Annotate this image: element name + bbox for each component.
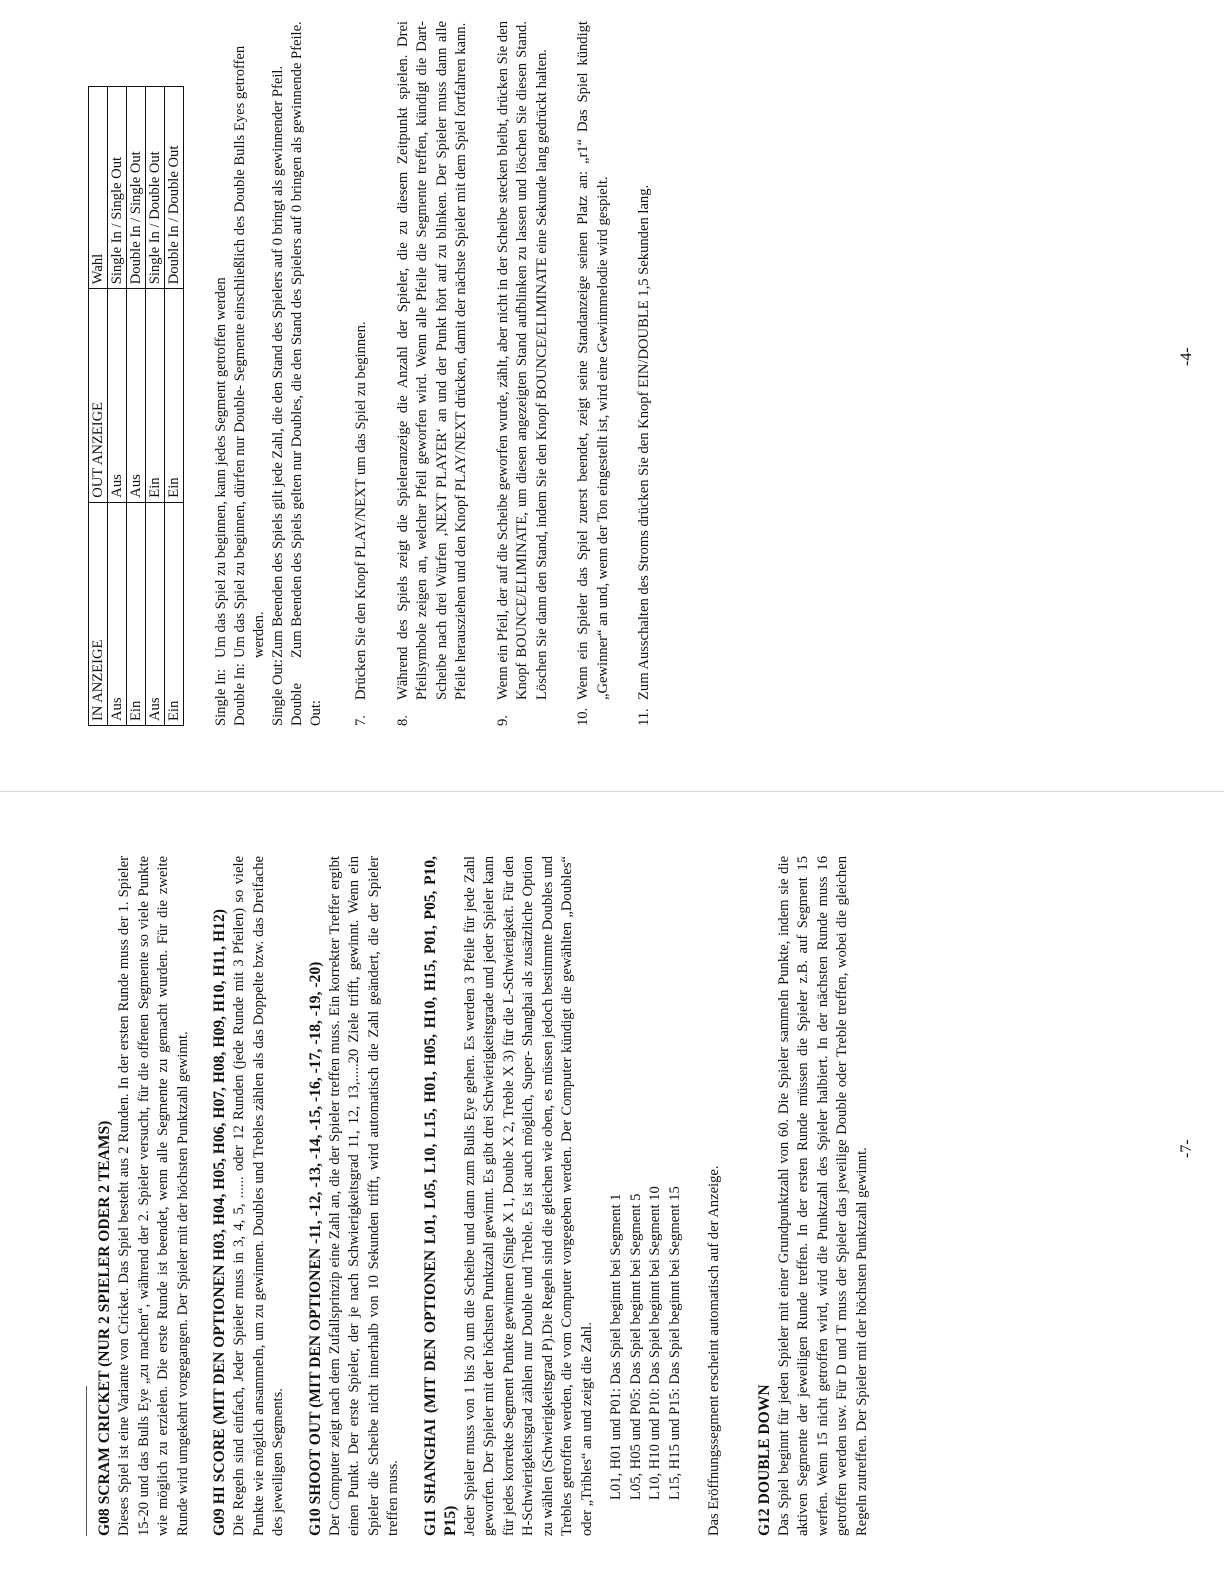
step-text: Drücken Sie den Knopf PLAY/NEXT um das Spiel zu beginnen. [353, 321, 369, 700]
definition-text: Zum Beenden des Spiels gelten nur Doubles, die den Stand des Spielers auf 0 bringen als gewinnende Pfeile. [289, 21, 305, 658]
table-header-cell: Wahl [89, 87, 108, 289]
definition-double-out [288, 21, 326, 726]
definition-text: Um das Spiel zu beginnen, dürfen nur Double- Segmente einschließlich des Double Bulls Eyes getroffen werden. [232, 45, 267, 658]
right-page [88, 21, 677, 726]
table-cell: Aus [108, 502, 127, 725]
table-header-cell: OUT ANZEIGE [89, 289, 108, 502]
definition-text: Zum Beenden des Spiels gilt jede Zahl, die den Stand des Spielers auf 0 bringt als gewinnender Pfeil. [270, 65, 286, 658]
g12-heading: G12 DOUBLE DOWN [755, 1384, 773, 1536]
g08-text: Dieses Spiel ist eine Variante von Cricket. Das Spiel besteht aus 2 Runden. In der ersten Runde muss der 1. Spieler 15-20 und das Bulls Eye „zu machen“, während der 2. Spieler versucht, für die offenen Segmente so viele Punkte wie möglich zu erzielen. Die erste Runde ist beendet, wenn alle Segmente zu gemacht wurden. Für die zweite Runde wird umgekehrt vorgegangen. Der Spieler mit der höchsten Punktzahl gewinnt. [116, 856, 191, 1536]
g11-start-list [607, 856, 685, 1536]
definition-term: Double In: [232, 663, 248, 726]
top-rule [86, 1386, 87, 1536]
table-cell: Ein [146, 289, 165, 502]
table-row [146, 87, 165, 726]
step-number: 8. [394, 715, 411, 726]
step-text: Zum Ausschalten des Stroms drücken Sie den Knopf EIN/DOUBLE 1,5 Sekunden lang. [636, 184, 652, 700]
g08-heading: G08 SCRAM CRICKET (NUR 2 SPIELER ODER 2 TEAMS) [96, 1120, 113, 1536]
step-number: 10. [575, 707, 591, 726]
numbered-steps [352, 21, 655, 726]
table-header-row [89, 87, 108, 726]
table-cell: Ein [165, 502, 184, 725]
page-number-right: -4- [1178, 347, 1195, 366]
step-number: 9. [494, 715, 511, 726]
step-11 [635, 21, 655, 726]
list-item: L05, H05 und P05: Das Spiel beginnt bei Segment 5 [627, 1193, 644, 1500]
step-text: Wenn ein Spieler das Spiel zuerst beendet, zeigt seine Standanzeige seinen Platz an: „r1“ Das Spiel kündigt „Gewinner“ an und, wenn der Ton eingestellt ist, wird eine Gewinnmelodie wird gespielt. [575, 21, 611, 700]
in-out-definitions [212, 21, 326, 726]
table-row [108, 87, 127, 726]
step-text: Während des Spiels zeigt die Spieleranzeige die Anzahl der Spieler, die zu diesem Zeitpunkt spielen. Drei Pfeilsymbole zeigen an, welcher Pfeil geworfen wird. Wenn alle Pfeile die Segmente treffen, kündigt die Dart-Scheibe nach drei Würfen ‚NEXT PLAYER‘ an und der Punkt hört auf zu blinken. Der Spieler muss dann alle Pfeile herausziehen und den Knopf PLAY/NEXT drücken, damit der nächste Spieler mit dem Spiel fortfahren kann. [394, 21, 469, 700]
table-cell: Aus [108, 289, 127, 502]
left-page [95, 856, 872, 1536]
definition-single-in [212, 21, 231, 726]
list-item: L15, H15 und P15: Das Spiel beginnt bei Segment 15 [666, 1186, 683, 1500]
step-number: 7. [353, 715, 369, 726]
table-cell: Double In / Single Out [127, 87, 146, 289]
table-cell: Double In / Double Out [165, 87, 184, 289]
table-row [165, 87, 184, 726]
definition-term: Single In: [213, 668, 229, 726]
definition-text: Um das Spiel zu beginnen, kann jedes Segment getroffen werden [213, 277, 229, 658]
definition-term: Single Out: [270, 659, 286, 726]
list-item: L01, H01 und P01: Das Spiel beginnt bei Segment 1 [608, 1193, 624, 1500]
step-number: 11. [636, 708, 652, 726]
g09-text: Die Regeln sind einfach, Jeder Spieler muss in 3, 4, 5, ...... oder 12 Runden (jede Runde mit 3 Pfeilen) so viele Punkte wie möglich ansammeln, um zu gewinnen. Doubles und Trebles zählen als das Doppelte bzw. das Dreifache des jeweiligen Segments. [231, 856, 286, 1536]
definition-single-out [269, 21, 288, 726]
in-out-table [88, 86, 184, 726]
g12-text: Das Spiel beginnt für jeden Spieler mit einer Grundpunktzahl von 60. Die Spieler sammeln Punkte, indem sie die aktiven Segmente der jeweiligen Runde treffen. In der ersten Runde müssen die Spieler z.B. auf Segment 15 werfen. Wenn 15 nicht getroffen wird, wird die Punktzahl des Spieler halbiert. In der nächsten Runde muss 16 getroffen werden usw. Für D und T muss der Spieler das jeweilige Double oder Treble treffen, wobei die gleichen Regeln zutreffen. Der Spieler mit der höchsten Punktzahl gewinnt. [775, 856, 870, 1536]
page-fold-divider [0, 791, 1224, 792]
g10-text: Der Computer zeigt nach dem Zufallsprinzip eine Zahl an, die der Spieler treffen muss. Ein korrekter Treffer ergibt einen Punkt. Der erste Spieler, der je nach Schwierigkeitsgrad 11, 12, 13,.....20 Ziele trifft, gewinnt. Wenn ein Spieler die Scheibe nicht innerhalb von 10 Sekunden trifft, wird automatisch die Zahl geändert, die der Spieler treffen muss. [326, 856, 401, 1536]
table-cell: Ein [165, 289, 184, 502]
g10-heading: G10 SHOOT OUT (MIT DEN OPTIONEN -11, -12, -13, -14, -15, -16, -17, -18, -19, -20) [306, 961, 324, 1536]
g09-heading: G09 HI SCORE (MIT DEN OPTIONEN H03, H04, H05, H06, H07, H08, H09, H10, H11, H12) [211, 909, 228, 1536]
page-number-left: -7- [1178, 1139, 1195, 1158]
g11-text: Jeder Spieler muss von 1 bis 20 um die Scheibe und dann zum Bulls Eye gehen. Es werden 3 Pfeile für jede Zahl geworfen. Der Spieler mit der höchsten Punktzahl gewinnt. Es gibt drei Schwierigkeitsgrade und jeder Spieler kann für jedes korrekte Segment Punkte gewinnen (Single X 1, Double X 2, Treble X 3) für die L-Schwierigkeit. Für den H-Schwierigkeitsgrad zählen nur Double und Treble. Es ist auch möglich, Super- Shanghai als zusätzliche Option zu wählen (Schwierigkeitsgrad P).Die Regeln sind die gleichen wie oben, es müssen jedoch bestimmte Doubles und Trebles getroffen werden, die vom Computer vorgegeben werden. Der Computer kündigt die gewählten „Doubles“ oder „Tribles“ an und zeigt die Zahl. [461, 856, 595, 1536]
list-item: L10, H10 und P10: Das Spiel beginnt bei Segment 10 [647, 1186, 663, 1500]
table-row [127, 87, 146, 726]
table-cell: Aus [146, 502, 165, 725]
step-10 [574, 21, 613, 726]
table-cell: Single In / Double Out [146, 87, 165, 289]
g11-heading: G11 SHANGHAI (MIT DEN OPTIONEN L01, L05, L10, L15, H01, H05, H10, H15, P01, P05, P10, P15) [421, 856, 459, 1536]
g11-after-text: Das Eröffnungssegment erscheint automatisch auf der Anzeige. [706, 1165, 722, 1536]
definition-term: Double Out: [289, 683, 324, 726]
table-cell: Single In / Single Out [108, 87, 127, 289]
step-8 [394, 21, 472, 726]
table-cell: Aus [127, 289, 146, 502]
step-7 [352, 21, 372, 726]
table-header-cell: IN ANZEIGE [89, 502, 108, 725]
step-9 [494, 21, 553, 726]
table-cell: Ein [127, 502, 146, 725]
step-text: Wenn ein Pfeil, der auf die Scheibe geworfen wurde, zählt, aber nicht in der Scheibe stecken bleibt, drücken Sie den Knopf BOUNCE/ELIMINATE, um diesen angezeigten Stand aufblinken zu lassen und löschen Sie diesen Stand. Löschen Sie dann den Stand, indem Sie den Knopf BOUNCE/ELIMINATE eine Sekunde lang gedrückt halten. [494, 21, 550, 700]
definition-double-in [231, 21, 269, 726]
